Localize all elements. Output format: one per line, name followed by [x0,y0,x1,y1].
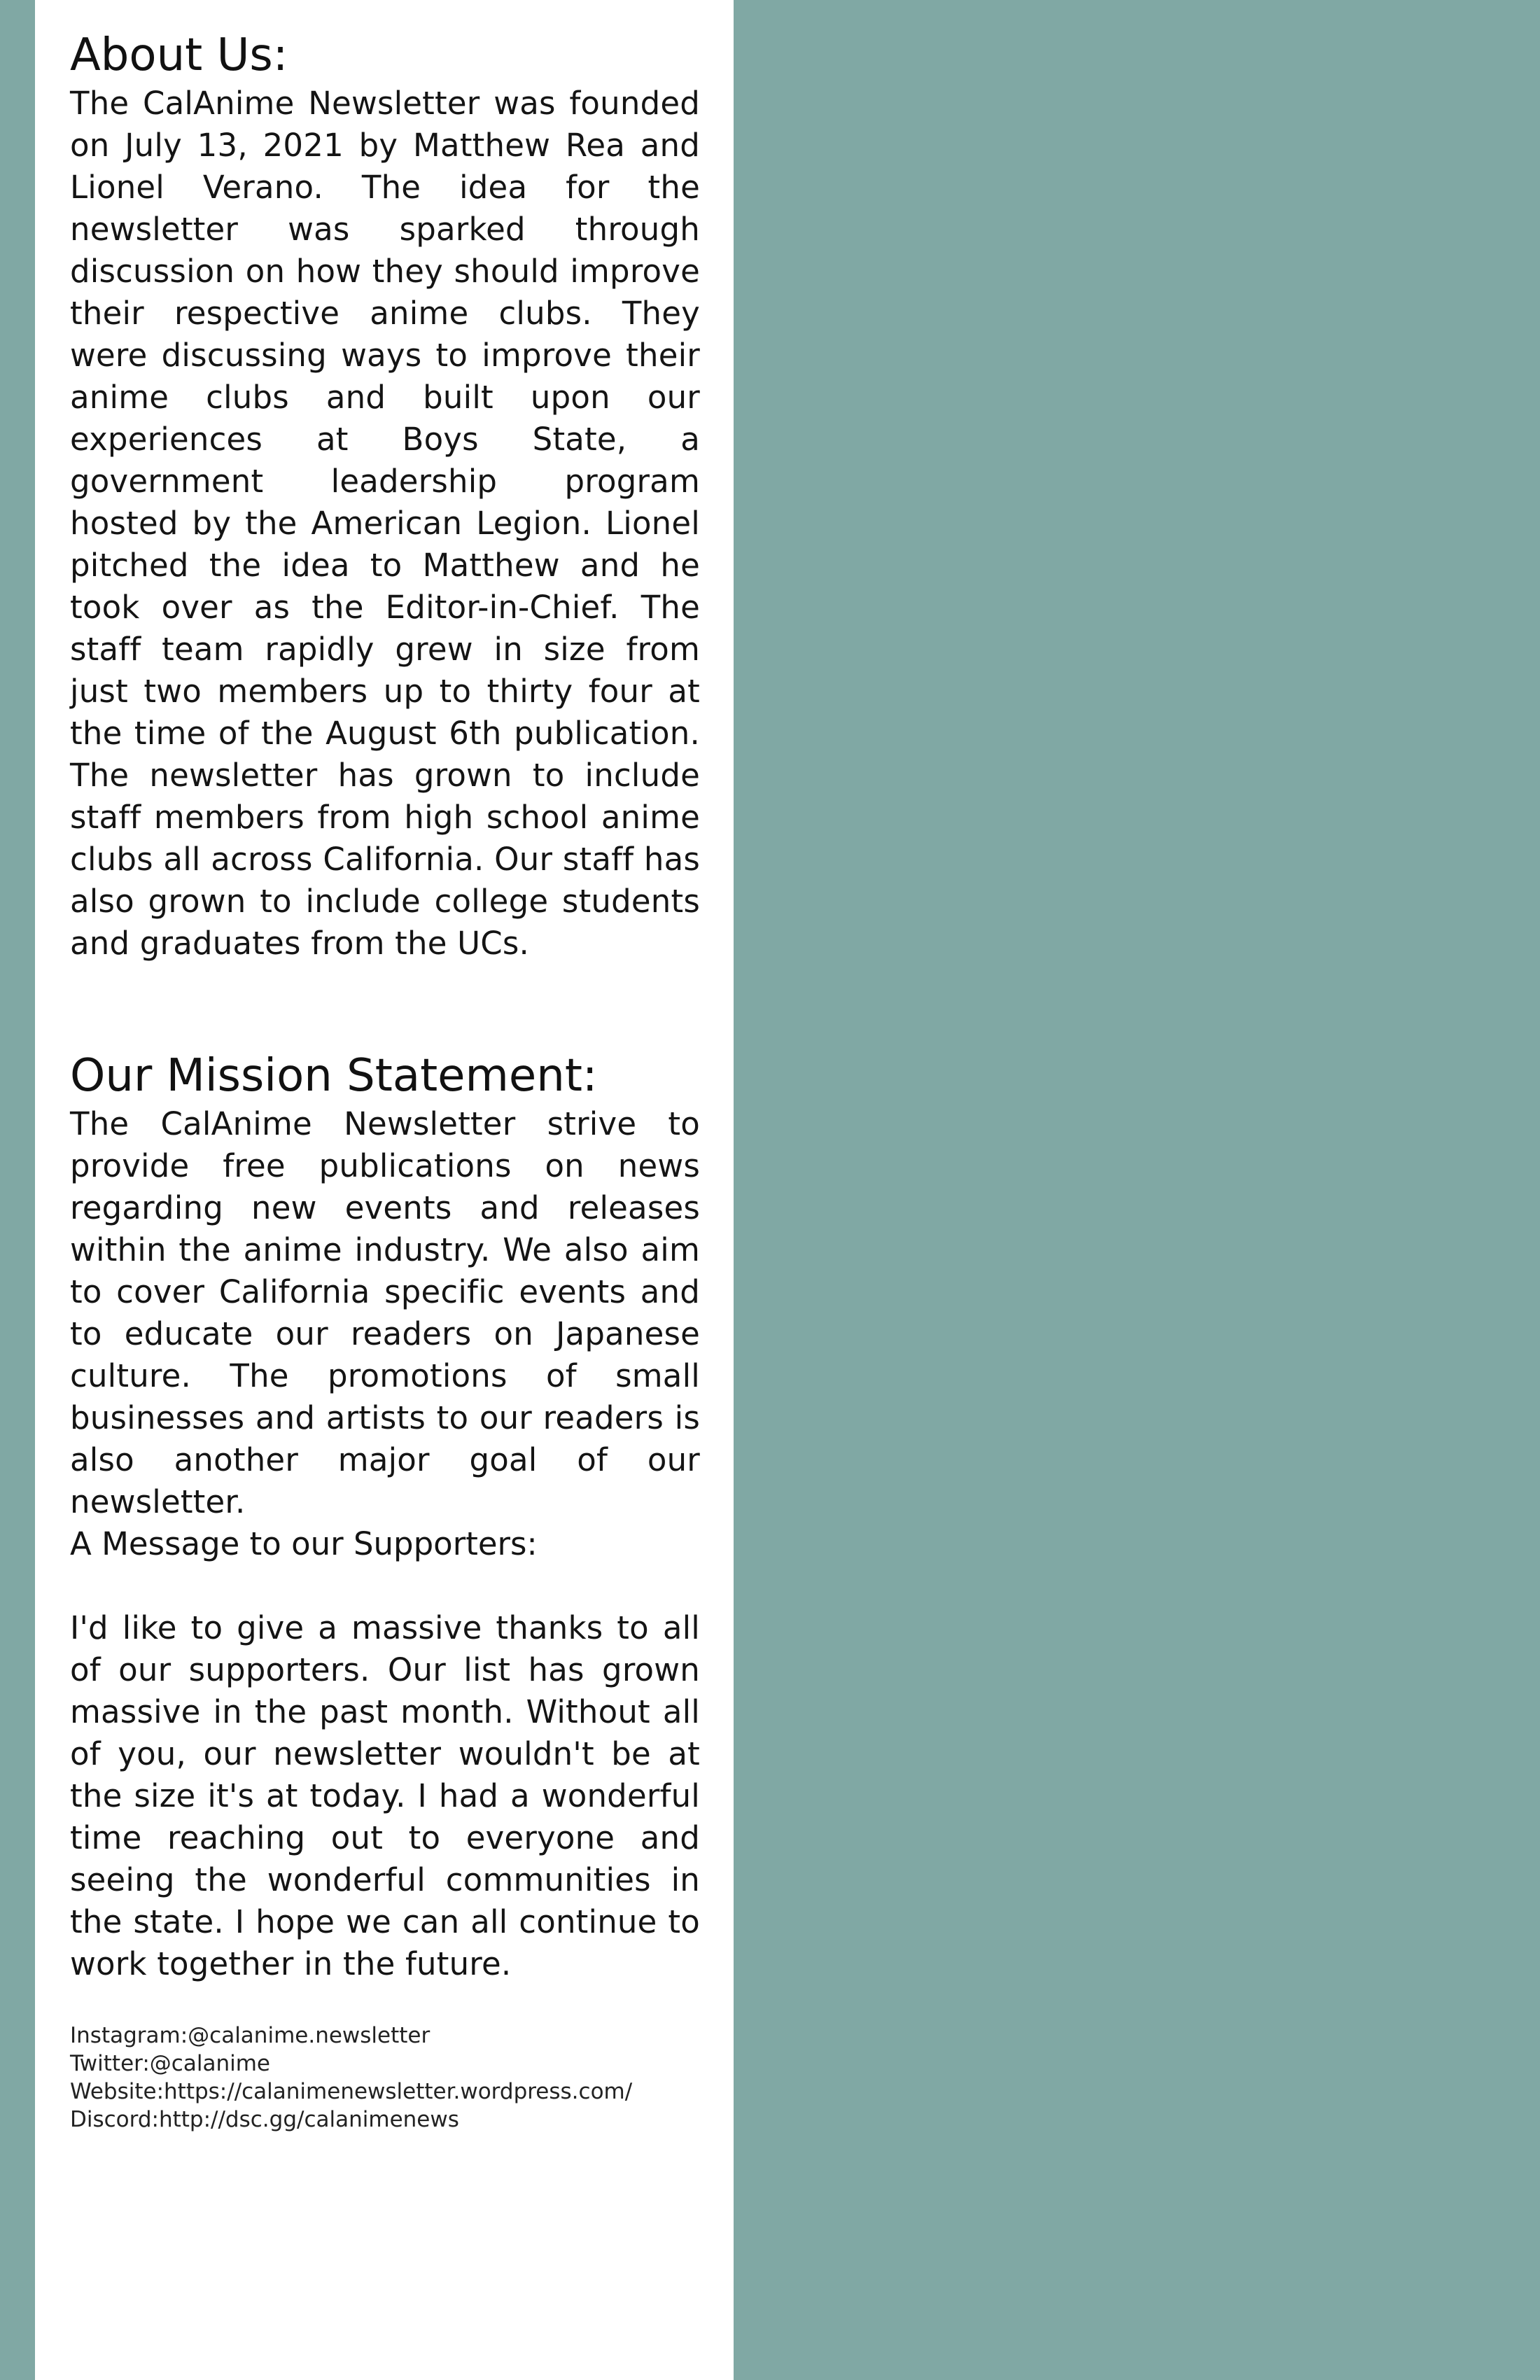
contact-list [70,2022,700,2134]
contact-twitter: Twitter:@calanime [70,2051,270,2076]
supporters-text: I'd like to give a massive thanks to all of our supporters. Our list has grown massive in the past month. Without all of you, our newsletter wouldn't be at the size it's at today. I had a wonderful time reaching out to everyone and seeing the wonderful communities in the state. I hope we can all continue to work together in the future. [70,1609,700,1982]
supporters-title: A Message to our Supporters: [70,1525,538,1562]
mission-text: The CalAnime Newsletter strive to provide free publications on news regarding new events and releases within the anime industry. We also aim to cover California specific events and to educate our readers on Japanese culture. The promotions of small businesses and artists to our readers is also another major goal of our newsletter. [70,1105,700,1520]
content-area [70,28,700,2134]
about-heading: About Us: [70,29,288,81]
contact-instagram: Instagram:@calanime.newsletter [70,2023,430,2048]
mission-section [70,1049,700,1985]
content-column [35,0,734,2380]
mission-heading: Our Mission Statement: [70,1050,598,1102]
about-text: The CalAnime Newsletter was founded on July 13, 2021 by Matthew Rea and Lionel Verano. The idea for the newsletter was sparked through discussion on how they should improve their respective anime clubs. They were discussing ways to improve their anime clubs and built upon our experiences at Boys State, a government leadership program hosted by the American Legion. Lionel pitched the idea to Matthew and he took over as the Editor-in-Chief. The staff team rapidly grew in size from just two members up to thirty four at the time of the August 6th publication. The newsletter has grown to include staff members from high school anime clubs all across California. Our staff has also grown to include college students and graduates from the UCs. [70,85,700,962]
contact-discord: Discord:http://dsc.gg/calanimenews [70,2107,459,2132]
about-section [70,28,700,965]
contact-website: Website:https://calanimenewsletter.wordpress.com/ [70,2079,633,2104]
